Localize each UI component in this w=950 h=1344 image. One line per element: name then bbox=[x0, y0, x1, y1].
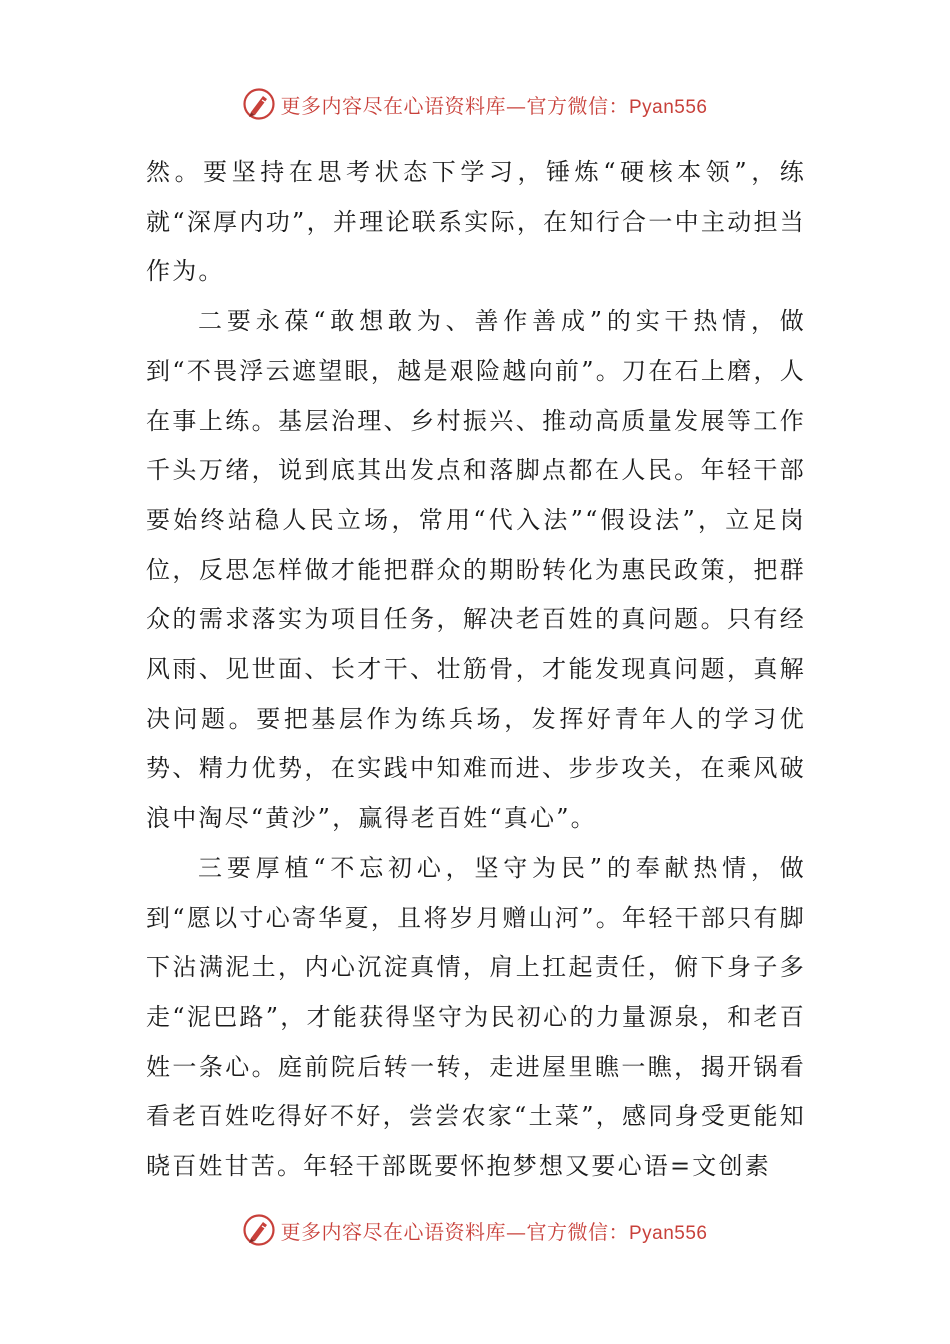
paragraph-second-point: 二要永葆“敢想敢为、善作善成”的实干热情，做到“不畏浮云遮望眼，越是艰险越向前”。刀在石上磨，人在事上练。基层治理、乡村振兴、推动高质量发展等工作千头万绪，说到底其出发点和落脚点都在人民。年轻干部要始终站稳人民立场，常用“代入法”“假设法”，立足岗位，反思怎样做才能把群众的期盼转化为惠民政策，把群众的需求落实为项目任务，解决老百姓的真问题。只有经风雨、见世面、长才干、壮筋骨，才能发现真问题，真解决问题。要把基层作为练兵场，发挥好青年人的学习优势、精力优势，在实践中知难而进、步步攻关，在乘风破浪中淘尽“黄沙”，赢得老百姓“真心”。 bbox=[146, 307, 806, 833]
header-watermark-banner bbox=[0, 84, 950, 124]
pen-logo-icon bbox=[242, 1213, 276, 1247]
header-banner-text: 更多内容尽在心语资料库—官方微信：Pyan556 bbox=[280, 93, 708, 118]
document-body bbox=[146, 148, 806, 1192]
header-banner-wechat-id: Pyan556 bbox=[628, 96, 708, 118]
footer-banner-wechat-id: Pyan556 bbox=[628, 1222, 708, 1244]
footer-banner-text: 更多内容尽在心语资料库—官方微信：Pyan556 bbox=[280, 1219, 708, 1244]
paragraph-third-point: 三要厚植“不忘初心，坚守为民”的奉献热情，做到“愿以寸心寄华夏，且将岁月赠山河”。年轻干部只有脚下沾满泥土，内心沉淀真情，肩上扛起责任，俯下身子多走“泥巴路”，才能获得坚守为民初心的力量源泉，和老百姓一条心。庭前院后转一转，走进屋里瞧一瞧，揭开锅看看老百姓吃得好不好，尝尝农家“土菜”，感同身受更能知晓百姓甘苦。年轻干部既要怀抱梦想又要心语=文创素 bbox=[146, 853, 806, 1181]
paragraph-continuation: 然。要坚持在思考状态下学习，锤炼“硬核本领”，练就“深厚内功”，并理论联系实际，在知行合一中主动担当作为。 bbox=[146, 158, 806, 286]
footer-watermark-banner bbox=[0, 1210, 950, 1250]
pen-logo-icon bbox=[242, 87, 276, 121]
